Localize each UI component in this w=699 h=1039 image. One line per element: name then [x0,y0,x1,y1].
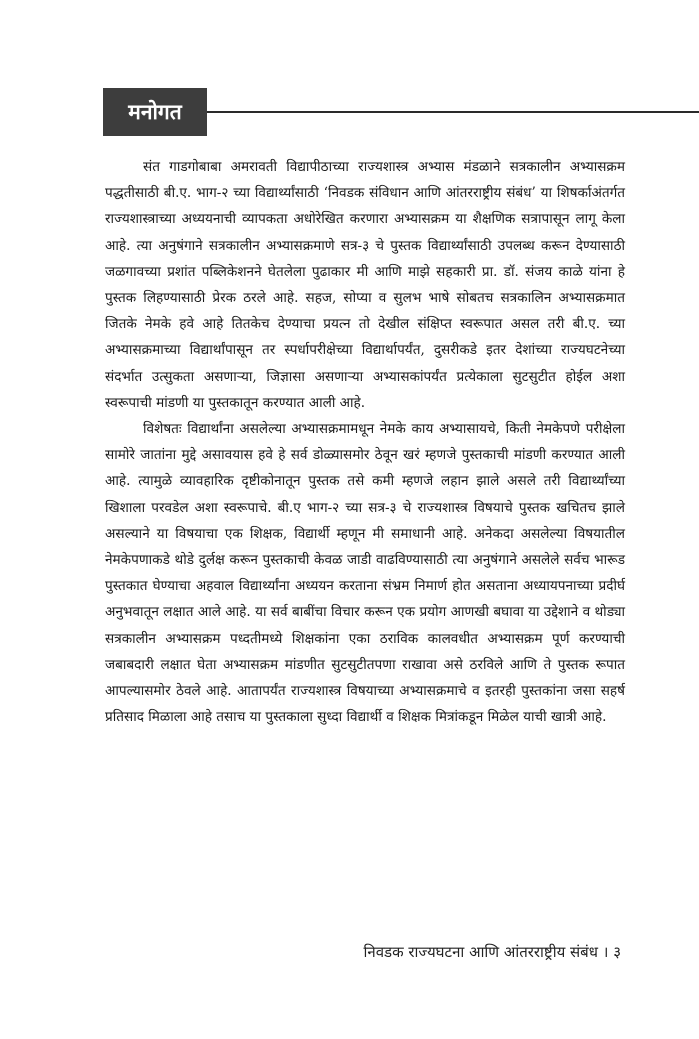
preface-body [105,154,625,730]
heading-divider [207,111,699,113]
paragraph-1: संत गाडगोबाबा अमरावती विद्यापीठाच्या राज्यशास्त्र अभ्यास मंडळाने सत्रकालीन अभ्यासक्रम पद्धतीसाठी बी.ए. भाग-२ च्या विद्यार्थ्यांसाठी ‘निवडक संविधान आणि आंतरराष्ट्रीय संबंध’ या शिषर्काअंतर्गत राज्यशास्त्राच्या अध्ययनाची व्यापकता अधोरेखित करणारा अभ्यासक्रम या शैक्षणिक सत्रापासून लागू केला आहे. त्या अनुषंगाने सत्रकालीन अभ्यासक्रमाणे सत्र-३ चे पुस्तक विद्यार्थ्यांसाठी उपलब्ध करून देण्यासाठी जळगावच्या प्रशांत पब्लिकेशनने घेतलेला पुढाकार मी आणि माझे सहकारी प्रा. डॉ. संजय काळे यांना हे पुस्तक लिहण्यासाठी प्रेरक ठरले आहे. सहज, सोप्या व सुलभ भाषे सोबतच सत्रकालिन अभ्यासक्रमात जितके नेमके हवे आहे तितकेच देण्याचा प्रयत्न तो देखील संक्षिप्त स्वरूपात असल तरी बी.ए. च्या अभ्यासक्रमाच्या विद्यार्थांपासून तर स्पर्धापरीक्षेच्या विद्यार्थापर्यंत, दुसरीकडे इतर देशांच्या राज्यघटनेच्या संदर्भात उत्सुकता असणाऱ्या, जिज्ञासा असणाऱ्या अभ्यासकांपर्यंत प्रत्येकाला सुटसुटीत होईल अशा स्वरूपाची मांडणी या पुस्तकातून करण्यात आली आहे. [105,159,625,411]
section-heading-row [103,88,699,136]
paragraph-2: विशेषतः विद्यार्थांना असलेल्या अभ्यासक्रमामधून नेमके काय अभ्यासायचे, किती नेमकेपणे परीक्षेला सामोरे जातांना मुद्दे असावयास हवे हे सर्व डोळ्यासमोर ठेवून खरं म्हणजे पुस्तकाची मांडणी करण्यात आली आहे. त्यामुळे व्यावहारिक दृष्टीकोनातून पुस्तक तसे कमी म्हणजे लहान झाले असले तरी विद्यार्थ्यांच्या खिशाला परवडेल अशा स्वरूपाचे. बी.ए भाग-२ च्या सत्र-३ चे राज्यशास्त्र विषयाचे पुस्तक खचितच झाले असल्याने या विषयाचा एक शिक्षक, विद्यार्थी म्हणून मी समाधानी आहे. अनेकदा असलेल्या विषयातील नेमकेपणाकडे थोडे दुर्लक्ष करून पुस्तकाची केवळ जाडी वाढविण्यासाठी त्या अनुषंगाने असलेले सर्वच भारूड पुस्तकात घेण्याचा अहवाल विद्यार्थ्यांना अध्ययन करताना संभ्रम निमार्ण होत असताना अध्यायपनाच्या प्रदीर्घ अनुभवातून लक्षात आले आहे. या सर्व बाबींचा विचार करून एक प्रयोग आणखी बघावा या उद्देशाने व थोड्या सत्रकालीन अभ्यासक्रम पध्दतीमध्ये शिक्षकांना एका ठराविक कालवधीत अभ्यासक्रम पूर्ण करण्याची जबाबदारी लक्षात घेता अभ्यासक्रम मांडणीत सुटसुटीतपणा राखावा असे ठरविले आणि ते पुस्तक रूपात आपल्यासमोर ठेवले आहे. आतापर्यंत राज्यशास्त्र विषयाच्या अभ्यासक्रमाचे व इतरही पुस्तकांना जसा सहर्ष प्रतिसाद मिळाला आहे तसाच या पुस्तकाला सुध्दा विद्यार्थी व शिक्षक मित्रांकडून मिळेल याची खात्री आहे. [105,421,625,726]
page-footer: निवडक राज्यघटना आणि आंतरराष्ट्रीय संबंध । ३ [363,943,621,961]
section-heading-title: मनोगत [103,88,207,136]
